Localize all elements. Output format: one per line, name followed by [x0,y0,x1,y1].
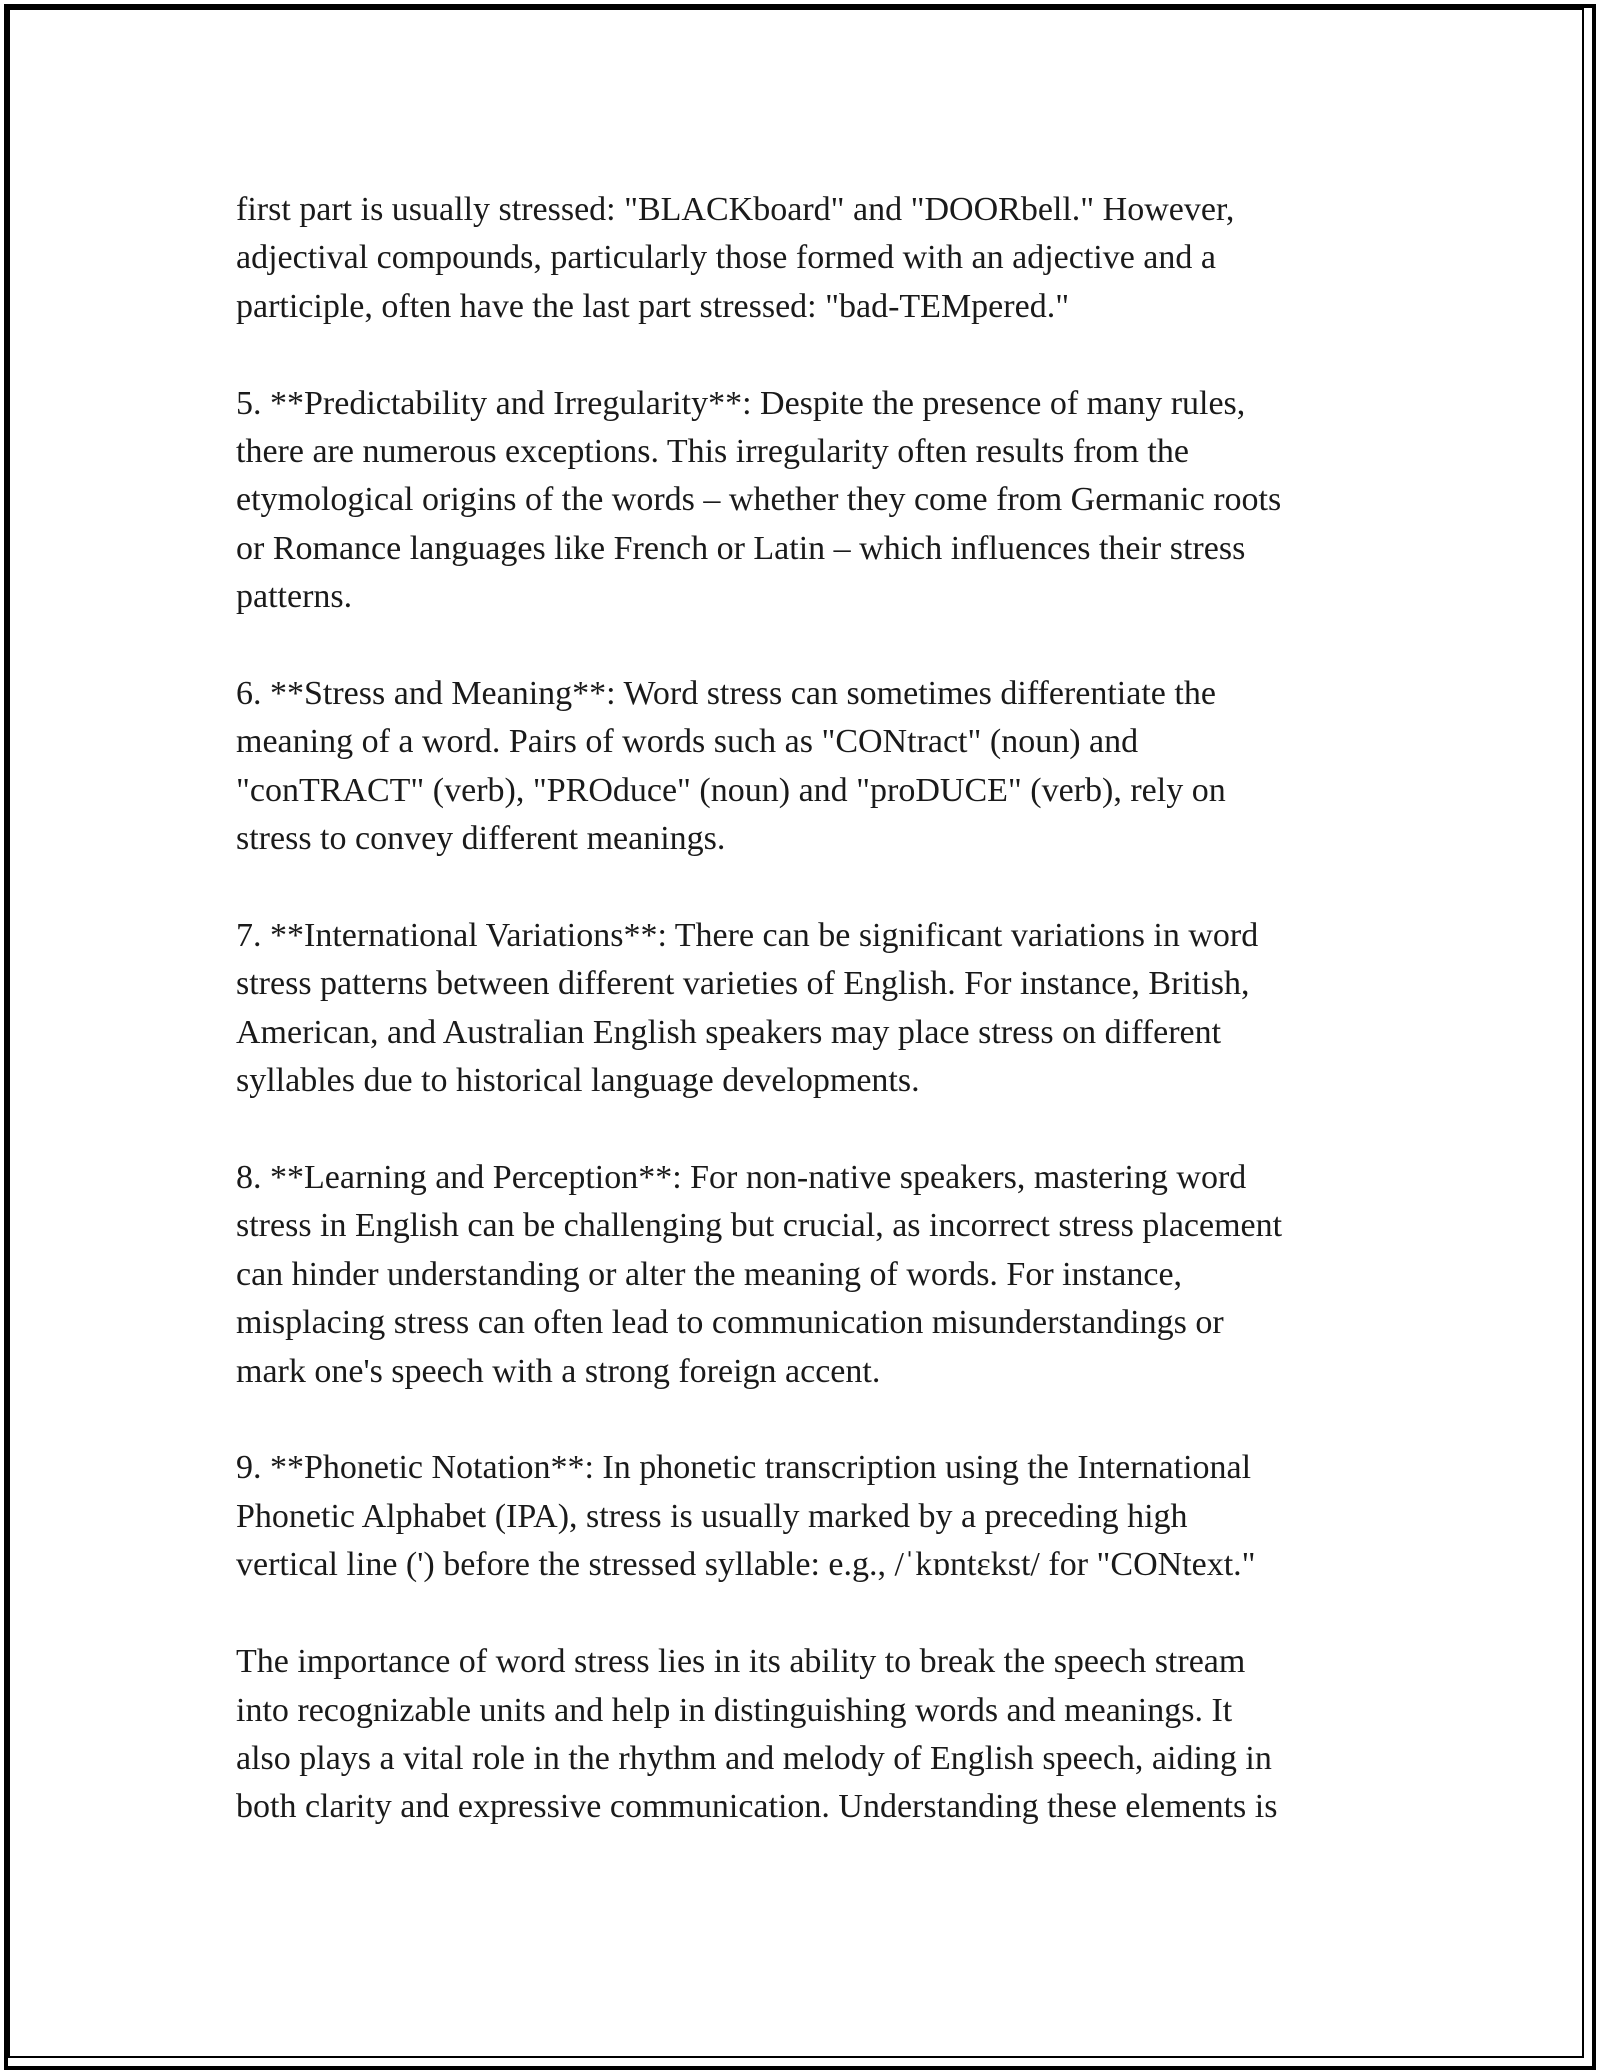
paragraph-learning-perception: 8. **Learning and Perception**: For non-native speakers, mastering word stress in English can be challenging but crucial, as incorrect stress placement can hinder understanding or alter the meaning of words. For instance, misplacing stress can often lead to communication misunderstandings or mark one's speech with a strong foreign accent. [236,1159,1283,1390]
paragraph-compound-stress: first part is usually stressed: "BLACKboard" and "DOORbell." However, adjectival compounds, particularly those formed with an adjective and a participle, often have the last part stressed: "bad-TEMpered." [236,191,1235,325]
paragraph-phonetic-notation: 9. **Phonetic Notation**: In phonetic transcription using the International Phonetic Alphabet (IPA), stress is usually marked by a preceding high vertical line (') before the stressed syllable: e.g., /ˈkɒntɛkst/ for "CONtext." [236,1449,1256,1584]
paragraph-international-variations: 7. **International Variations**: There can be significant variations in word stress patterns between different varieties of English. For instance, British, American, and Australian English speakers may place stress on different syllables due to historical language developments. [236,917,1259,1100]
paragraph-importance-summary: The importance of word stress lies in its ability to break the speech stream into recognizable units and help in distinguishing words and meanings. It also plays a vital role in the rhythm and melody of English speech, aiding in both clarity and expressive communication. Understanding these elements is [236,1643,1278,1826]
paragraph-stress-meaning: 6. **Stress and Meaning**: Word stress can sometimes differentiate the meaning of a word. Pairs of words such as "CONtract" (noun) and "conTRACT" (verb), "PROduce" (noun) and "proDUCE" (verb), rely on stress to convey different meanings. [236,675,1226,858]
document-body [236,186,1376,1832]
paragraph-predictability-irregularity: 5. **Predictability and Irregularity**: Despite the presence of many rules, there are numerous exceptions. This irregularity often results from the etymological origins of the words – whether they come from Germanic roots or Romance languages like French or Latin – which influences their stress patterns. [236,384,1282,616]
